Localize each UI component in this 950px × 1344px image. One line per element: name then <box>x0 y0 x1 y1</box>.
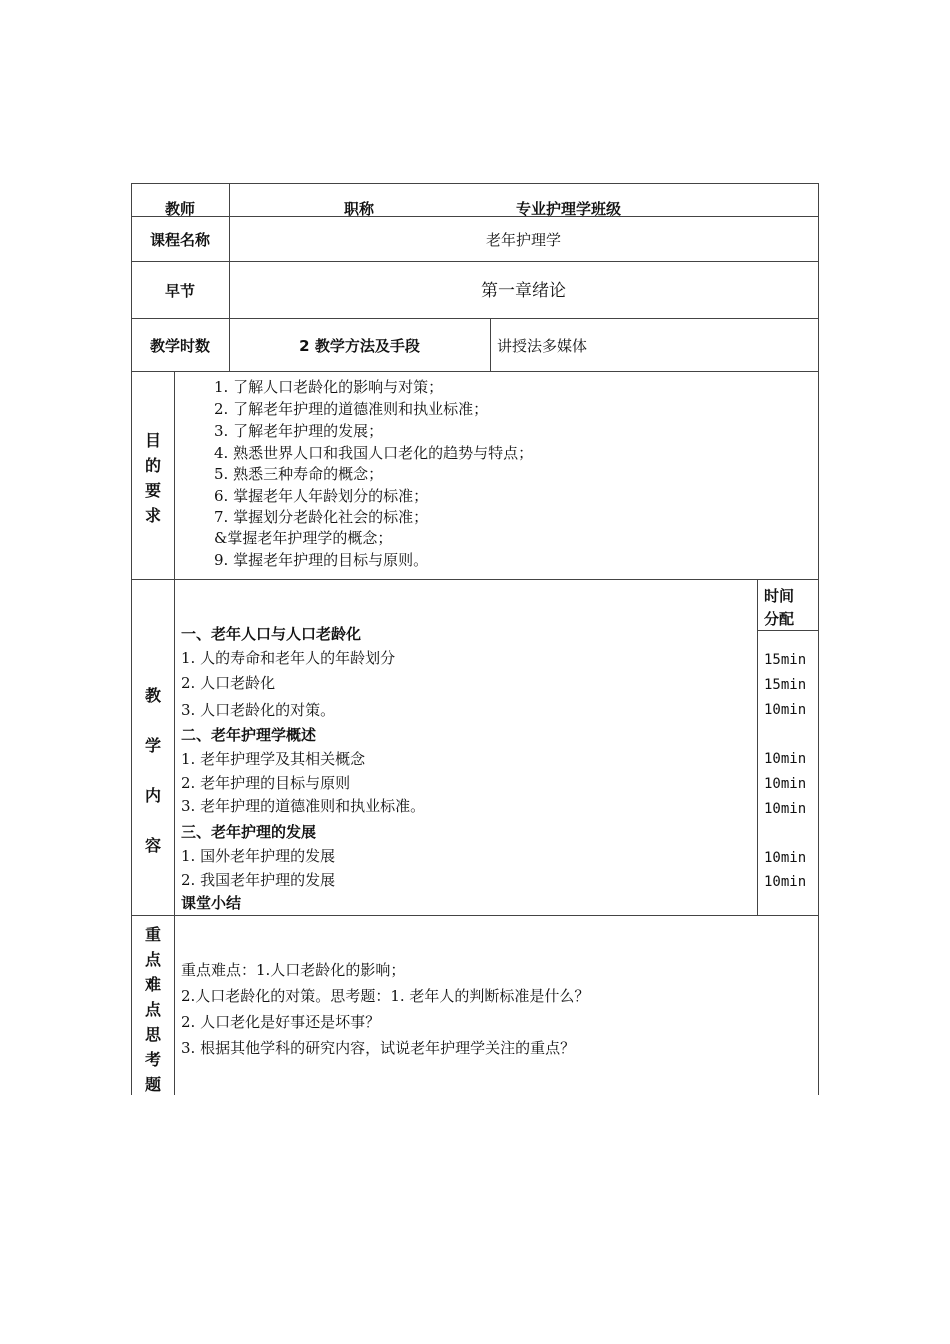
objective-item: 5. 熟悉三种寿命的概念； <box>214 465 384 483</box>
key-points-label-char: 点 <box>144 1000 161 1019</box>
time-header-line: 分配 <box>764 610 795 628</box>
hours-label: 教学时数 <box>149 337 210 355</box>
row-divider <box>131 216 819 217</box>
objective-item: 3. 了解老年护理的发展； <box>214 422 384 440</box>
section-heading: 二、老年护理学概述 <box>181 726 317 744</box>
table-right-border <box>818 183 819 1095</box>
key-points-label-char: 题 <box>144 1075 161 1094</box>
key-points-label-char: 难 <box>144 975 161 994</box>
key-points-label-char: 重 <box>144 925 161 944</box>
content-item: 1. 国外老年护理的发展 <box>181 847 336 865</box>
chapter-label: 早节 <box>164 282 195 300</box>
class-summary: 课堂小结 <box>181 894 242 912</box>
chapter-value: 第一章绪论 <box>481 281 566 301</box>
content-item: 2. 人口老龄化 <box>181 674 276 692</box>
hours-column-divider <box>490 318 491 371</box>
objective-item: 4. 熟悉世界人口和我国人口老化的趋势与特点； <box>214 444 534 462</box>
objective-item: 7. 掌握划分老龄化社会的标准； <box>214 508 429 526</box>
objectives-label-char: 目 <box>144 431 161 450</box>
teacher-label: 教师 <box>164 200 195 218</box>
time-value: 10min <box>764 801 807 817</box>
course-value: 老年护理学 <box>485 231 561 249</box>
row-divider <box>131 915 819 916</box>
key-points-line: 2. 人口老化是好事还是坏事？ <box>181 1013 381 1031</box>
objectives-label-char: 求 <box>144 506 161 525</box>
objective-item: 6. 掌握老年人年龄划分的标准； <box>214 487 429 505</box>
time-value: 10min <box>764 850 807 866</box>
key-points-label <box>138 922 168 1097</box>
course-label: 课程名称 <box>149 231 210 249</box>
content-item: 1. 人的寿命和老年人的年龄划分 <box>181 649 396 667</box>
row-divider <box>131 318 819 319</box>
objective-item: 2. 了解老年护理的道德准则和执业标准； <box>214 400 489 418</box>
content-item: 1. 老年护理学及其相关概念 <box>181 750 366 768</box>
time-value: 10min <box>764 776 807 792</box>
objectives-label-char: 要 <box>144 481 161 500</box>
content-item: 2. 我国老年护理的发展 <box>181 871 336 889</box>
row-divider <box>131 579 819 580</box>
section-heading: 一、老年人口与人口老龄化 <box>181 625 362 643</box>
content-label-char: 内 <box>144 786 161 805</box>
objectives-label <box>138 428 168 528</box>
time-value: 10min <box>764 751 807 767</box>
time-value: 10min <box>764 874 807 890</box>
key-points-label-char: 考 <box>144 1050 161 1069</box>
content-label <box>138 671 168 871</box>
content-label-char: 教 <box>144 686 161 705</box>
content-item: 3. 老年护理的道德准则和执业标准。 <box>181 797 426 815</box>
key-points-line: 重点难点：1.人口老龄化的影响； <box>181 961 406 979</box>
content-item: 3. 人口老龄化的对策。 <box>181 701 336 719</box>
content-item: 2. 老年护理的目标与原则 <box>181 774 351 792</box>
time-header <box>764 585 794 631</box>
time-value: 10min <box>764 702 807 718</box>
objective-item: &掌握老年护理学的概念； <box>214 529 393 547</box>
objective-item: 1. 了解人口老龄化的影响与对策； <box>214 378 444 396</box>
key-points-line: 2.人口老龄化的对策。思考题：1. 老年人的判断标准是什么？ <box>181 987 590 1005</box>
narrow-label-divider <box>174 371 175 1095</box>
row-divider <box>131 371 819 372</box>
title-label: 职称 <box>344 200 375 218</box>
section-heading: 三、老年护理的发展 <box>181 823 317 841</box>
key-points-label-char: 思 <box>144 1025 161 1044</box>
table-top-border <box>131 183 819 184</box>
objective-item: 9. 掌握老年护理的目标与原则。 <box>214 551 429 569</box>
content-label-char: 学 <box>144 736 161 755</box>
time-value: 15min <box>764 677 807 693</box>
content-label-char: 容 <box>144 836 161 855</box>
time-header-line: 时间 <box>764 587 795 605</box>
row-divider <box>131 261 819 262</box>
objectives-label-char: 的 <box>144 456 161 475</box>
teaching-method: 讲授法多媒体 <box>497 337 588 355</box>
table-left-border <box>131 183 132 1095</box>
key-points-label-char: 点 <box>144 950 161 969</box>
major-label: 专业护理学班级 <box>516 200 622 218</box>
time-value: 15min <box>764 652 807 668</box>
hours-value: 2 教学方法及手段 <box>299 337 420 355</box>
key-points-line: 3. 根据其他学科的研究内容，试说老年护理学关注的重点？ <box>181 1039 576 1057</box>
